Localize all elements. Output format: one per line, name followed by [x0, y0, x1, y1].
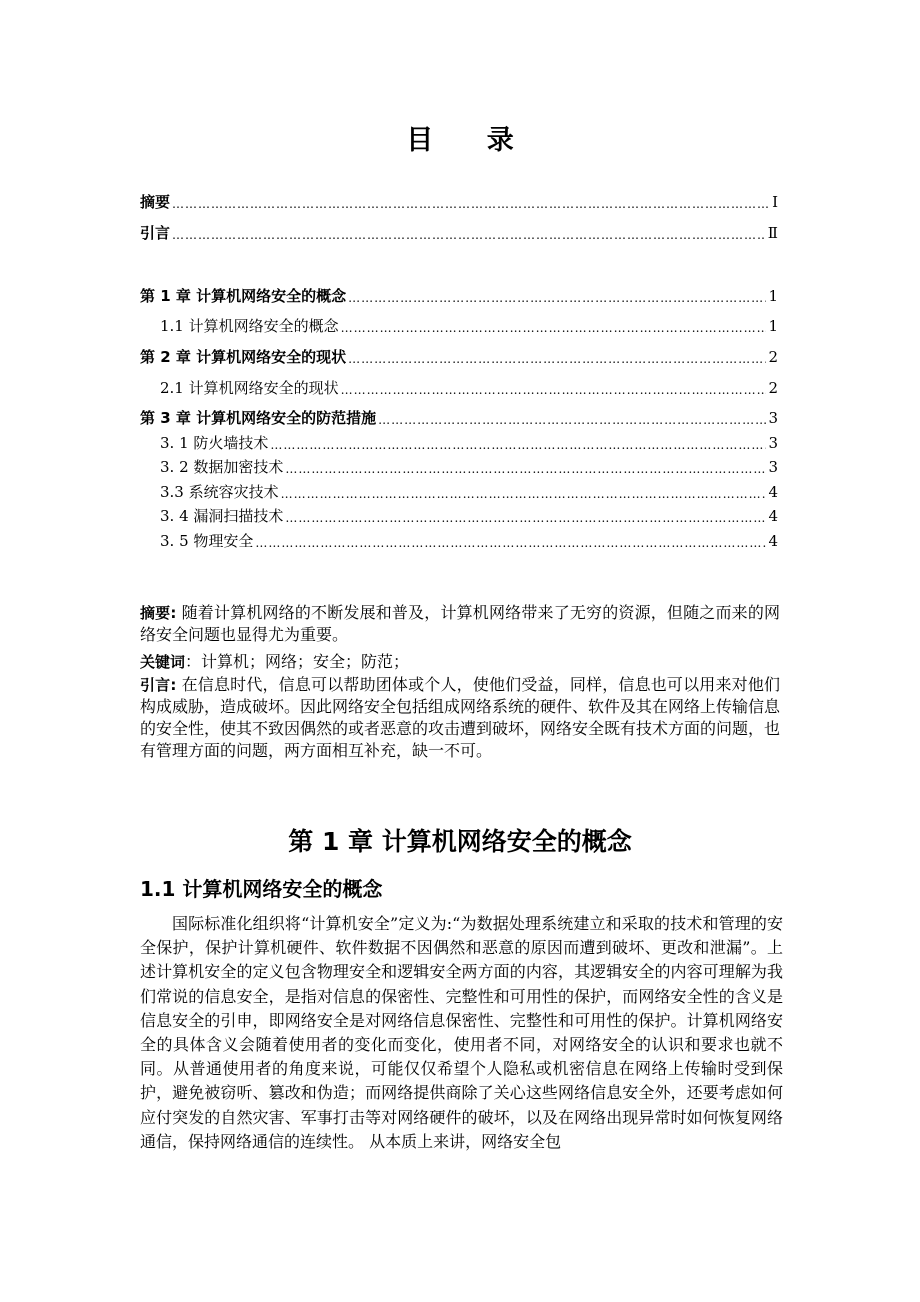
chapter-heading: 第 1 章 计算机网络安全的概念 — [288, 827, 632, 856]
toc-entry-label: 2.1 计算机网络安全的现状 — [160, 379, 339, 397]
toc-leader-dots — [255, 533, 766, 553]
toc-entry[interactable] — [160, 455, 778, 479]
intro-paragraph — [140, 674, 780, 762]
toc-entry-label: 3. 4 漏洞扫描技术 — [160, 507, 284, 525]
body-paragraph: 国际标准化组织将“计算机安全”定义为:“为数据处理系统建立和采取的技术和管理的安全保护，保护计算机硬件、软件数据不因偶然和恶意的原因而遭到破坏、更改和泄漏”。上述计算机安全的定义包含物理安全和逻辑安全两方面的内容，其逻辑安全的内容可理解为我们常说的信息安全，是指对信息的保密性、完整性和可用性的保护，而网络安全性的含义是信息安全的引申，即网络安全是对网络信息保密性、完整性和可用性的保护。计算机网络安全的具体含义会随着使用者的变化而变化，使用者不同，对网络安全的认识和要求也就不同。从普通使用者的角度来说，可能仅仅希望个人隐私或机密信息在网络上传输时受到保护，避免被窃听、篡改和伪造；而网络提供商除了关心这些网络信息安全外，还要考虑如何应付突发的自然灾害、军事打击等对网络硬件的破坏，以及在网络出现异常时如何恢复网络通信，保持网络通信的连续性。 从本质上来讲，网络安全包 — [140, 914, 783, 1151]
toc-entry[interactable] — [140, 406, 778, 430]
toc-entry[interactable] — [140, 190, 778, 214]
toc-title: 目 录 — [406, 125, 536, 156]
toc-entry-label: 1.1 计算机网络安全的概念 — [160, 317, 339, 335]
keywords-label: 关键词 — [140, 653, 186, 671]
abstract-text: 随着计算机网络的不断发展和普及，计算机网络带来了无穷的资源，但随之而来的网络安全问题也显得尤为重要。 — [140, 603, 780, 644]
toc-leader-dots — [285, 459, 766, 479]
toc-entry-page: 1 — [768, 287, 778, 305]
toc-entry[interactable] — [160, 314, 778, 338]
toc-leader-dots — [348, 288, 766, 308]
toc-entry[interactable] — [160, 480, 778, 504]
keywords-text: ：计算机；网络；安全；防范； — [185, 652, 410, 671]
toc-entry-label: 3. 2 数据加密技术 — [160, 458, 284, 476]
toc-leader-dots — [270, 435, 766, 455]
toc-entry-page: 4 — [768, 507, 778, 525]
toc-leader-dots — [281, 484, 767, 504]
toc-entry-label: 3. 5 物理安全 — [160, 532, 254, 550]
toc-entry-page: 2 — [768, 379, 778, 397]
toc-entry-label: 摘要 — [140, 193, 171, 211]
toc-entry-label: 第 1 章 计算机网络安全的概念 — [140, 287, 347, 305]
toc-leader-dots — [341, 318, 767, 338]
toc-entry-page: 4 — [768, 483, 778, 501]
toc-entry-page: 3 — [768, 409, 778, 427]
toc-leader-dots — [341, 380, 767, 400]
section-heading: 1.1 计算机网络安全的概念 — [140, 877, 383, 901]
toc-entry-label: 引言 — [140, 224, 171, 242]
toc-entry[interactable] — [140, 345, 778, 369]
toc-entry-page: 4 — [768, 532, 778, 550]
toc-entry-page: 3 — [768, 458, 778, 476]
toc-entry-page: Ⅱ — [767, 224, 778, 242]
toc-leader-dots — [285, 508, 766, 528]
toc-entry-page: 2 — [768, 348, 778, 366]
toc-leader-dots — [348, 349, 766, 369]
intro-label: 引言: — [140, 676, 177, 694]
intro-text: 在信息时代，信息可以帮助团体或个人，使他们受益，同样，信息也可以用来对他们构成威胁，造成破坏。因此网络安全包括组成网络系统的硬件、软件及其在网络上传输信息的安全性，使其不致因偶然的或者恶意的攻击遭到破坏，网络安全既有技术方面的问题，也有管理方面的问题，两方面相互补充，缺一不可。 — [140, 675, 781, 760]
toc-entry[interactable] — [160, 504, 778, 528]
toc-leader-dots — [378, 410, 766, 430]
toc-entry[interactable] — [140, 284, 778, 308]
keywords-paragraph — [140, 651, 780, 673]
toc-entry[interactable] — [160, 431, 778, 455]
abstract-paragraph — [140, 602, 780, 646]
toc-entry-page: 1 — [768, 317, 778, 335]
toc-entry[interactable] — [140, 221, 778, 245]
toc-entry[interactable] — [160, 529, 778, 553]
toc-entry-page: 3 — [768, 434, 778, 452]
toc-entry[interactable] — [160, 376, 778, 400]
toc-entry-label: 3. 1 防火墙技术 — [160, 434, 269, 452]
toc-leader-dots — [172, 194, 770, 214]
toc-entry-label: 第 2 章 计算机网络安全的现状 — [140, 348, 347, 366]
toc-leader-dots — [172, 225, 766, 245]
toc-entry-label: 第 3 章 计算机网络安全的防范措施 — [140, 409, 377, 427]
abstract-label: 摘要: — [140, 604, 177, 622]
toc-entry-label: 3.3 系统容灾技术 — [160, 483, 279, 501]
toc-entry-page: Ⅰ — [772, 193, 778, 211]
